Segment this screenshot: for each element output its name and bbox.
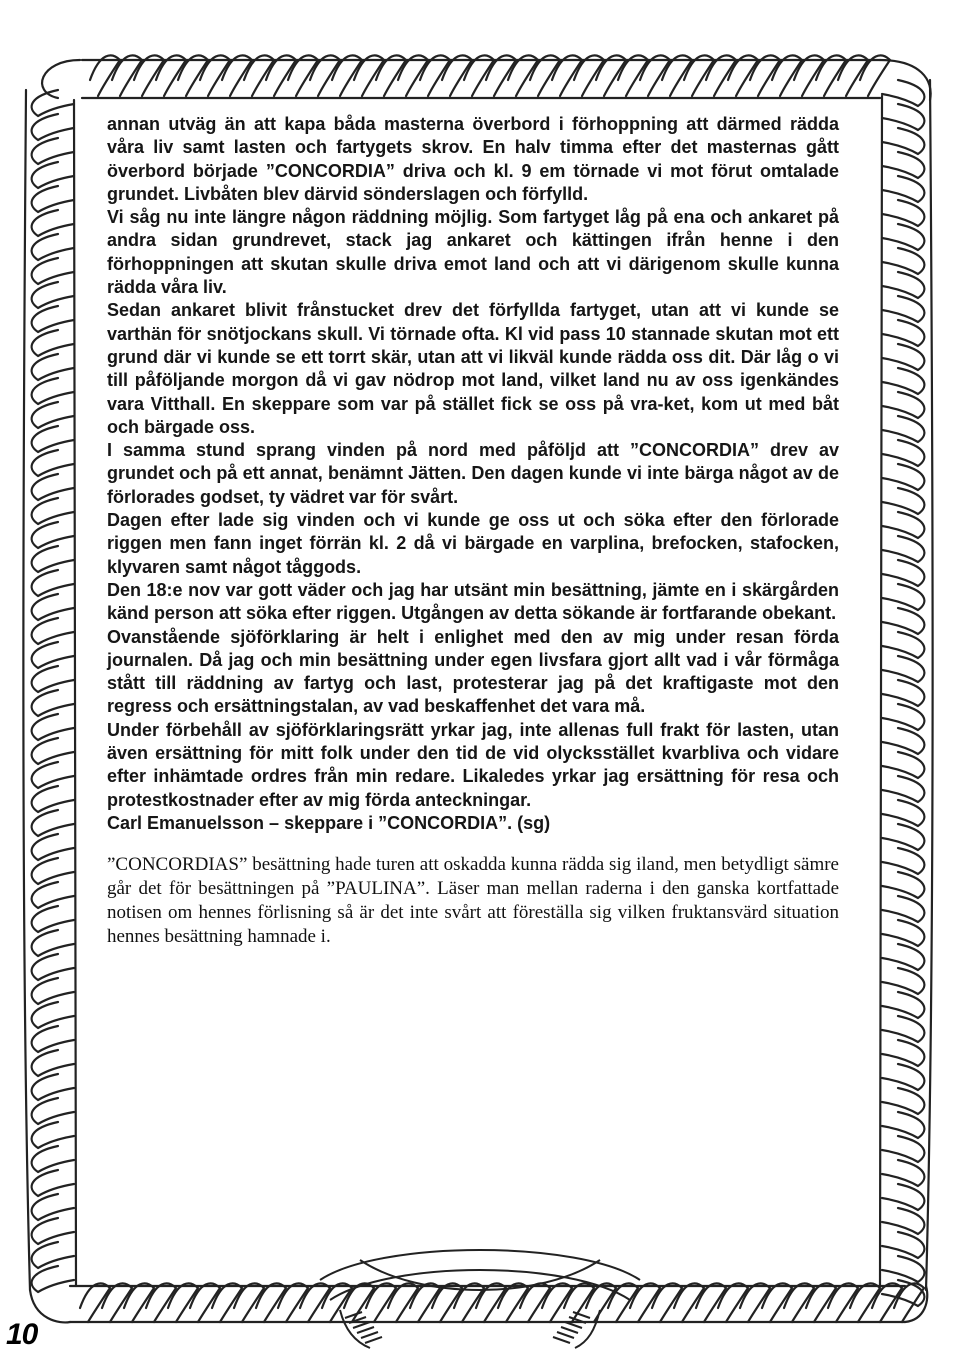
narrative-text: [107, 853, 839, 949]
paragraph: Ovanstående sjöförklaring är helt i enlighet med den av mig under resan förda journalen. Då jag och min besättning under egen livsfara gjort allt vad i vår förmåga stått till räddning av fartyg och last, protesterar jag på det kraftigaste mot den regress och ersättningstalan, av vad beskaffenhet det vara må.: [107, 626, 839, 717]
affidavit-text: [107, 113, 839, 835]
paragraph: I samma stund sprang vinden på nord med påföljd att ”CONCORDIA” drev av grundet och på ett annat, benämnt Jätten. Den dagen kunde vi inte bärga något av de förlorades godset, ty vädret var för svårt.: [107, 440, 839, 507]
paragraph: annan utväg än att kapa båda masterna överbord i förhoppning att därmed rädda våra liv samt lasten och fartygets skrov. En halv timma efter det masternas gått överbord började ”CONCORDIA” driva och kl. 9 em törnade vi mot förut omtalade grundet. Livbåten blev därvid sönderslagen och förfylld.: [107, 114, 839, 204]
paragraph: Sedan ankaret blivit frånstucket drev det förfyllda fartyget, utan att vi kunde se varthän för snötjockans skull. Vi törnade ofta. Kl vid pass 10 stannade skutan mot ett grund där vi kunde se ett torrt skär, utan att vi likväl kunde rädda oss dit. Där låg o vi till påföljande morgon då vi gav nödrop mot land, vilket land nu av oss igenkändes vara Vitthall. En skeppare som var på stället fick se oss på vra-ket, kom ut med båt och bärgade oss.: [107, 300, 839, 437]
paragraph: Under förbehåll av sjöförklaringsrätt yrkar jag, inte allenas full frakt för lasten, utan även ersättning för mitt folk under den tid de vid olycksstället kvarbliva och vidare efter inhämtade ordres från min redare. Likaledes yrkar jag ersättning för resa och protestkostnader efter av mig förda anteckningar.: [107, 719, 839, 810]
paragraph: Den 18:e nov var gott väder och jag har utsänt min besättning, jämte en i skärgården känd person att söka efter riggen. Utgången av detta sökande är fortfarande obekant.: [107, 579, 839, 624]
paragraph: Vi såg nu inte längre någon räddning möjlig. Som fartyget låg på ena och ankaret på andra sidan grundrevet, stack jag ankaret och kättingen ifrån henne i den förhoppningen att skutan skulle driva emot land och att vi därigenom skulle kunna rädda våra liv.: [107, 207, 839, 298]
paragraph: ”CONCORDIAS” besättning hade turen att oskadda kunna rädda sig iland, men betydligt sämre går det för besättningen på ”PAULINA”. Läser man mellan raderna i den ganska kortfattade notisen om hennes förlisning så är det inte svårt att föreställa sig vilken fruktansvärd situation hennes besättning hamnade i.: [107, 854, 839, 948]
page-number: 10: [6, 1318, 38, 1351]
signature-line: Carl Emanuelsson – skeppare i ”CONCORDIA”. (sg): [107, 812, 551, 833]
page-text: [107, 113, 839, 949]
paragraph: Dagen efter lade sig vinden och vi kunde ge oss ut och söka efter den förlorade riggen men fann inget förrän kl. 2 då vi bärgade en varplina, brefocken, stafocken, klyvaren samt något tåggods.: [107, 510, 839, 577]
